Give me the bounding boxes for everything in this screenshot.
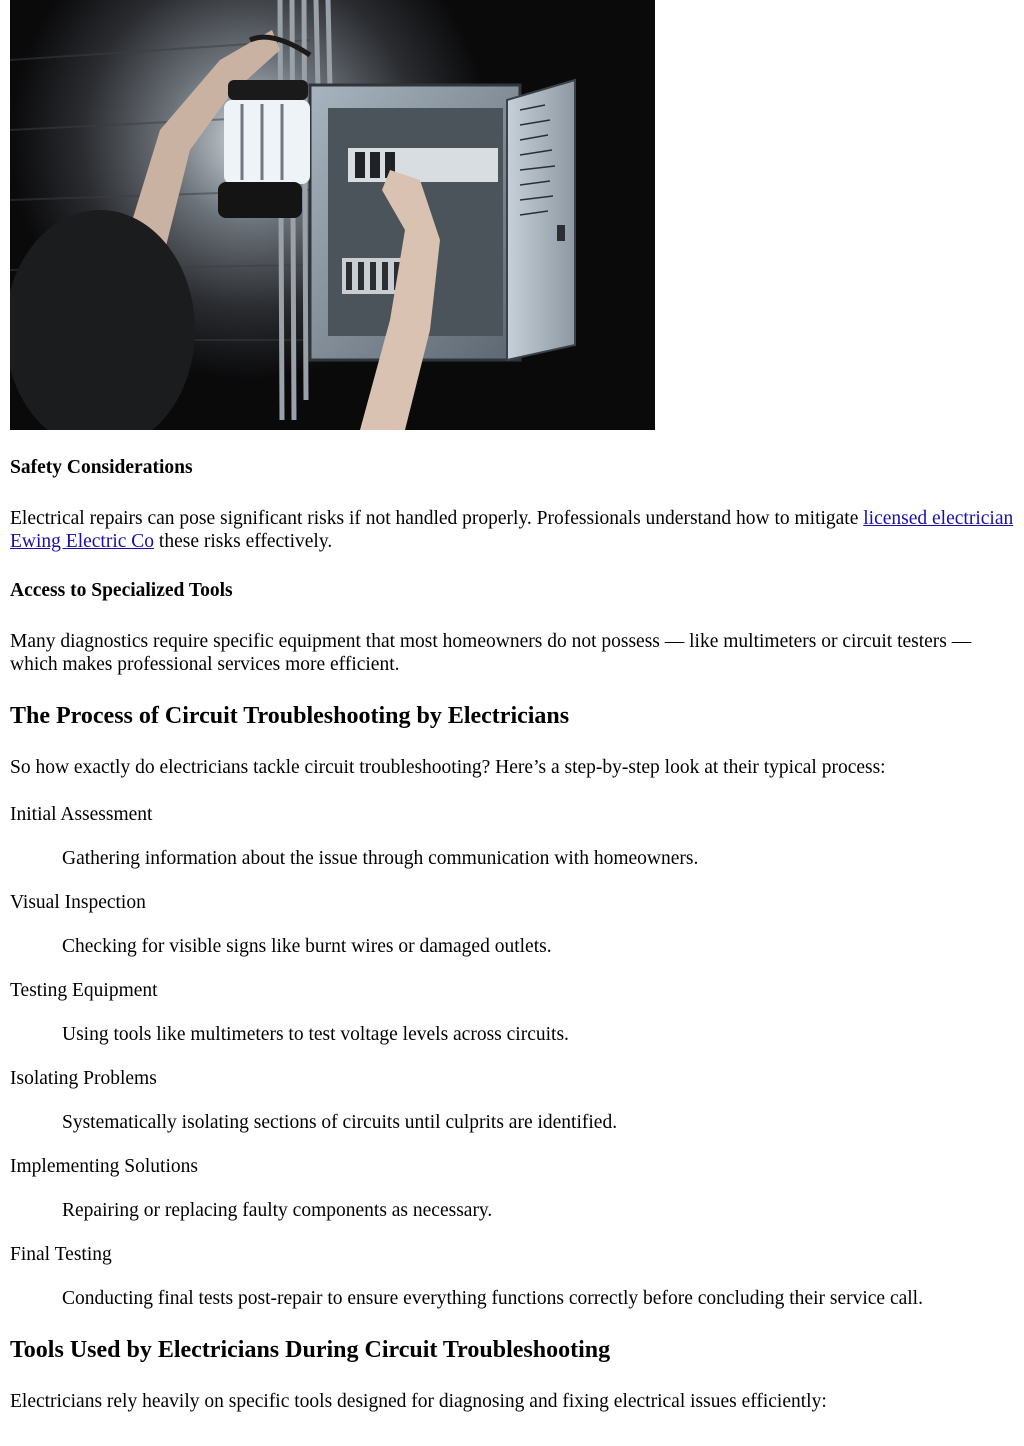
step-description: Conducting final tests post-repair to ensure everything functions correctly before concluding their service call. (62, 1288, 923, 1309)
tools-used-paragraph: Electricians rely heavily on specific tools designed for diagnosing and fixing electrical issues efficiently: (10, 1391, 827, 1412)
step-term: Isolating Problems (10, 1068, 157, 1089)
safety-text-after: these risks effectively. (154, 531, 333, 552)
step-term: Testing Equipment (10, 980, 158, 1001)
step-description: Gathering information about the issue through communication with homeowners. (62, 848, 699, 869)
licensed-electrician-link[interactable]: licensed electrician Ewing Electric Co (10, 508, 1014, 552)
process-heading: The Process of Circuit Troubleshooting by Electricians (10, 703, 570, 729)
step-term: Implementing Solutions (10, 1156, 198, 1177)
process-steps-list (10, 803, 1014, 1310)
process-intro: So how exactly do electricians tackle circuit troubleshooting? Here’s a step-by-step look at their typical process: (10, 757, 886, 778)
safety-heading: Safety Considerations (10, 457, 193, 478)
step-description: Checking for visible signs like burnt wires or damaged outlets. (62, 936, 552, 957)
safety-text-before: Electrical repairs can pose significant risks if not handled properly. Professionals understand how to mitigate (10, 508, 864, 529)
step-description: Repairing or replacing faulty components as necessary. (62, 1200, 493, 1221)
safety-paragraph (10, 507, 1014, 553)
step-term: Final Testing (10, 1244, 112, 1265)
tools-used-heading: Tools Used by Electricians During Circuit Troubleshooting (10, 1337, 611, 1363)
tools-access-heading: Access to Specialized Tools (10, 580, 233, 601)
step-term: Initial Assessment (10, 804, 153, 825)
step-term: Visual Inspection (10, 892, 146, 913)
step-description: Using tools like multimeters to test voltage levels across circuits. (62, 1024, 569, 1045)
step-description: Systematically isolating sections of circuits until culprits are identified. (62, 1112, 618, 1133)
tools-access-paragraph: Many diagnostics require specific equipment that most homeowners do not possess — like multimeters or circuit testers — which makes professional services more efficient. (10, 631, 972, 675)
electrician-panel-photo (10, 0, 655, 430)
